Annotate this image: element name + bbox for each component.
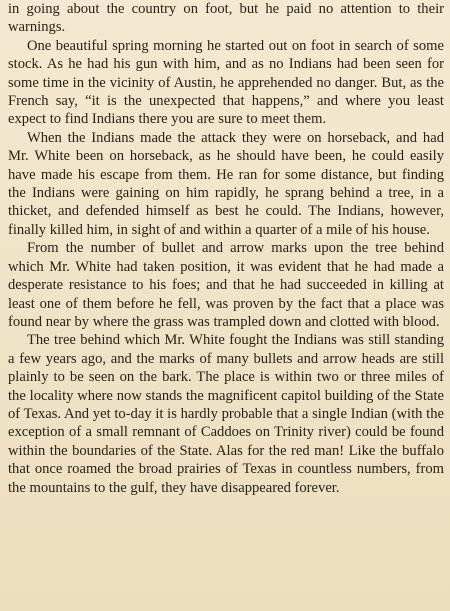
paragraph-continued: in going about the country on foot, but he paid no attention to their warnings. — [8, 1, 444, 36]
paragraph-indian-attack: When the Indians made the attack they were on horseback, and had Mr. White been on horseback, as he should have been, he could easily have made his escape from them. He ran for some distance, but finding the Indians were gaining on him rapidly, he sprang behind a tree, in a thicket, and defended himself as best he could. The Indians, however, finally killed him, in sight of and within a quarter of a mile of his house. — [8, 129, 444, 238]
paragraph-spring-morning: One beautiful spring morning he started out on foot in search of some stock. As he had his gun with him, and as no Indians had been seen for some time in the vicinity of Austin, he apprehended no danger. But, as the French say, “it is the unexpected that happens,” and where you least expect to find Indians there you are sure to meet them. — [8, 37, 444, 128]
article-text — [8, 0, 444, 497]
paragraph-tree-standing: The tree behind which Mr. White fought the Indians was still standing a few years ago, and the marks of many bullets and arrow heads are still plainly to be seen on the bark. The place is within two or three miles of the locality where now stands the magnificent capitol building of the State of Texas. And yet to-day it is hardly probable that a single Indian (with the exception of a small remnant of Caddoes on Trinity river) could be found within the boundaries of the State. Alas for the red man! Like the buffalo that once roamed the broad prairies of Texas in countless numbers, from the mountains to the gulf, they have disappeared forever. — [8, 332, 444, 496]
paragraph-bullet-marks: From the number of bullet and arrow marks upon the tree behind which Mr. White had taken position, it was evident that he had made a desperate resistance to his foes; and that he had succeeded in killing at least one of them before he fell, was proven by the fact that a place was found near by where the grass was trampled down and clotted with blood. — [8, 240, 444, 330]
